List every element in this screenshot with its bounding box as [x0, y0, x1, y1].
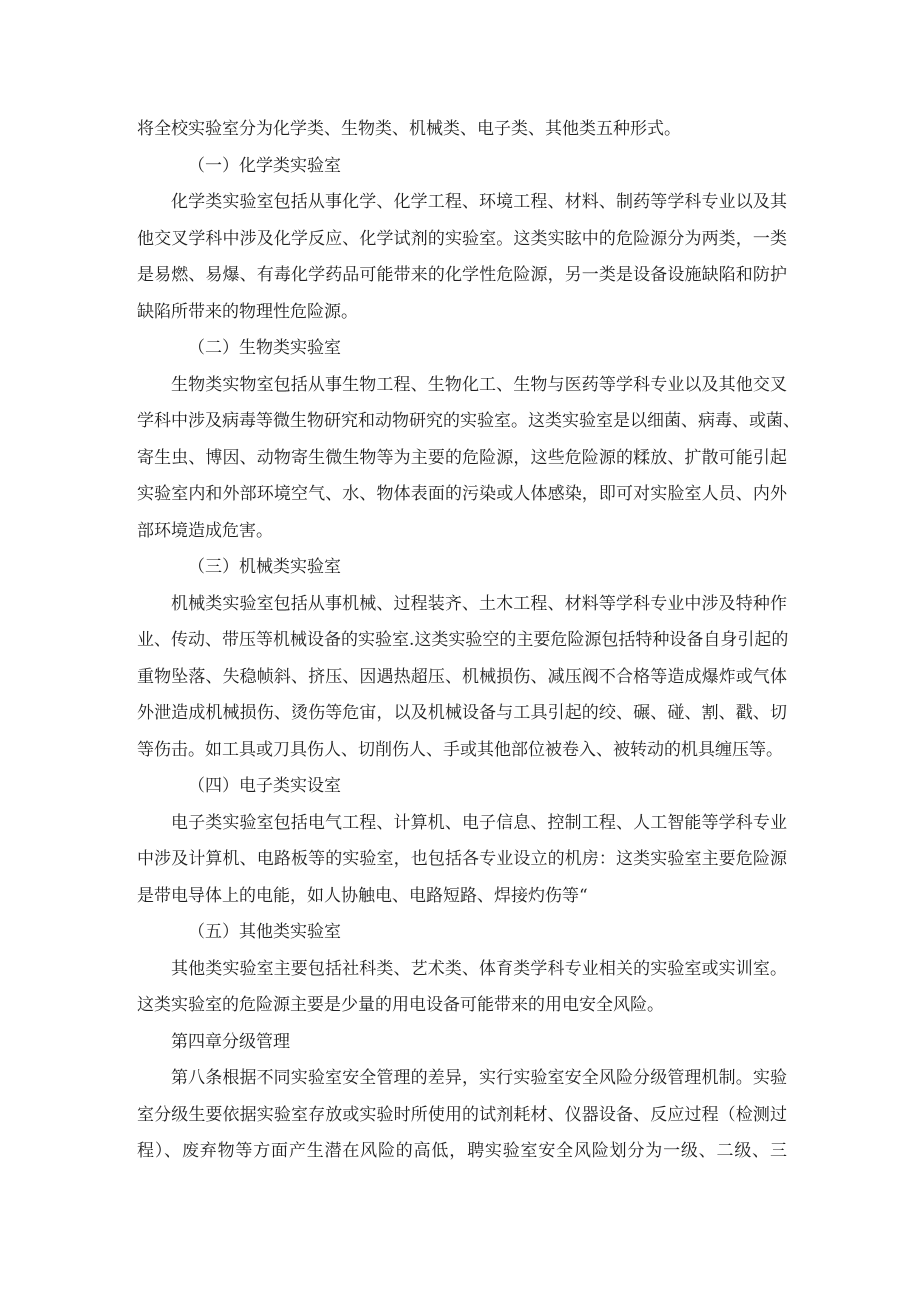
paragraph-line: 生物类实物室包括从事生物工程、生物化工、生物与医药等学科专业以及其他交叉 [171, 374, 787, 395]
chapter-heading: 第四章分级管理 [171, 1031, 290, 1052]
paragraph-line: 其他类实验室主要包括社科类、艺术类、体育类学科专业相关的实验室或实训室。 [171, 958, 787, 979]
paragraph-line: 将全校实验室分为化学类、生物类、机械类、电子类、其他类五种形式。 [137, 119, 681, 139]
section-heading-mechanical: （三）机械类实验室 [188, 557, 341, 577]
section-heading-biology: （二）生物类实验室 [188, 338, 341, 358]
paragraph-line: 电子类实验室包括电气工程、计算机、电子信息、控制工程、人工智能等学科专业 [171, 812, 787, 833]
paragraph-line: 学科中涉及病毒等微生物研究和动物研究的实验室。这类实验室是以细菌、病毒、或菌、 [137, 411, 800, 431]
paragraph-line: 程）、废弃物等方面产生潜在风险的高低，聘实验室安全风险划分为一级、二级、三 [137, 1141, 787, 1161]
paragraph-line: 实验室内和外部环境空气、水、物体表面的污染或人体感染，即可对实脸室人员、内外 [137, 484, 787, 504]
paragraph-line: 等伤击。如工具或刀具伤人、切削伤人、手或其他部位被卷入、被转动的机具缠压等。 [137, 739, 783, 760]
paragraph-line: 中涉及计算机、电路板等的实验室，也包括各专业设立的机房：这类实验室主要危险源 [137, 849, 787, 869]
paragraph-line: 部环境造成危害。 [137, 520, 273, 541]
section-heading-chemistry: （一）化学类实验室 [188, 155, 341, 176]
section-heading-electronic: （四）电子类实设室 [188, 776, 341, 796]
document-body [137, 111, 800, 1170]
paragraph-line: 寄生虫、博因、动物寄生微生物等为主要的危险源，这些危险源的糅放、扩散可能引起 [137, 447, 787, 468]
paragraph-line: 第八条根据不同实验室安全管理的差异，实行实验室安全风险分级管理机制。实验 [171, 1068, 787, 1088]
paragraph-line: 机械类实验室包括从事机械、过程装齐、土木工程、材料等学科专业中涉及特种作 [171, 593, 787, 614]
paragraph-line: 缺陷所带来的物理性危险源。 [137, 301, 358, 322]
paragraph-line: 外泄造成机械损伤、烫伤等危宙，以及机械设备与工具引起的绞、碾、碰、割、戳、切 [137, 703, 787, 723]
paragraph-line: 业、传动、带压等机械设备的实验室.这类实验空的主要危险源包括特种设备自身引起的 [137, 630, 789, 650]
paragraph-line: 室分级生要依据实验室存放或实验时所使用的试剂耗材、仪器设备、反应过程（检测过 [137, 1104, 787, 1125]
paragraph-line: 这类实验室的危险源主要是少量的用电设备可能带来的用电安全风险。 [137, 995, 664, 1015]
paragraph-line: 他交叉学科中涉及化学反应、化学试剂的实验室。这类实眩中的危险源分为两类，一类 [137, 228, 787, 249]
paragraph-line: 是易燃、易爆、有毒化学药品可能带来的化学性危险源，另一类是设备设施缺陷和防护 [137, 265, 787, 285]
paragraph-line: 重物坠落、失稳帧斜、挤压、因遇热超压、机械损伤、减压阀不合格等造成爆炸或气体 [137, 666, 787, 687]
section-heading-other: （五）其他类实验室 [188, 922, 341, 942]
paragraph-line: 是带电导体上的电能，如人协触电、电路短路、焊接灼伤等“ [137, 885, 588, 906]
paragraph-line: 化学类实验室包括从事化学、化学工程、环境工程、材料、制药等学科专业以及其 [171, 192, 787, 212]
